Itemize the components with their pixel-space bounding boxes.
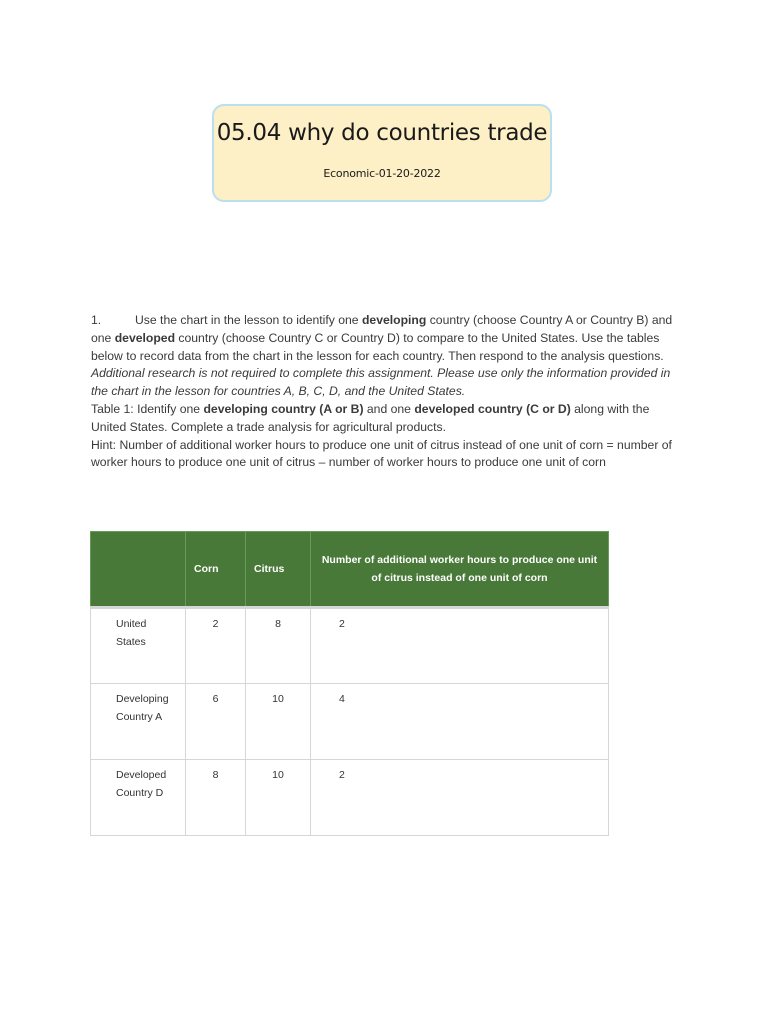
emphasis-developed: developed (114, 330, 176, 345)
header-additional-hours: Number of additional worker hours to produce one unit of citrus instead of one unit of corn (311, 532, 609, 608)
cell-country: Developing Country A (91, 684, 186, 760)
table-header-row (91, 532, 609, 608)
title-box (212, 104, 552, 202)
header-corn: Corn (186, 532, 246, 608)
question-paragraph: 1. Use the chart in the lesson to identify one developing country (choose Country A or Country B) and one developed country (choose Country C or Country D) to compare to the United States. Use the tables below to record data from the chart in the lesson for each country. Then respond to the analysis questions. (91, 313, 673, 363)
cell-country: Developed Country D (91, 760, 186, 836)
header-citrus: Citrus (246, 532, 311, 608)
assignment-text (91, 312, 681, 472)
research-note: Additional research is not required to complete this assignment. Please use only the information provided in the chart in the lesson for countries A, B, C, D, and the United States. (91, 366, 671, 399)
header-country (91, 532, 186, 608)
trade-analysis-table (90, 531, 609, 836)
item-number: 1. (91, 313, 102, 327)
emphasis-developing: developing (361, 313, 427, 327)
table-row (91, 760, 609, 836)
cell-hours: 2 (311, 608, 609, 684)
cell-citrus: 10 (246, 684, 311, 760)
cell-corn: 8 (186, 760, 246, 836)
document-title: 05.04 why do countries trade (216, 120, 548, 146)
cell-citrus: 10 (246, 760, 311, 836)
hint-paragraph: Hint: Number of additional worker hours to produce one unit of citrus instead of one unit of corn = number of worker hours to produce one unit of citrus – number of worker hours to produce one unit of corn (91, 437, 672, 470)
cell-corn: 2 (186, 608, 246, 684)
table-row (91, 684, 609, 760)
cell-hours: 4 (311, 684, 609, 760)
table-instructions: Table 1: Identify one developing country (A or B) and one developed country (C or D) along with the United States. Complete a trade analysis for agricultural products. (91, 401, 650, 434)
cell-hours: 2 (311, 760, 609, 836)
cell-corn: 6 (186, 684, 246, 760)
table-row (91, 608, 609, 684)
cell-country: United States (91, 608, 186, 684)
document-subtitle: Economic-01-20-2022 (323, 167, 441, 180)
cell-citrus: 8 (246, 608, 311, 684)
